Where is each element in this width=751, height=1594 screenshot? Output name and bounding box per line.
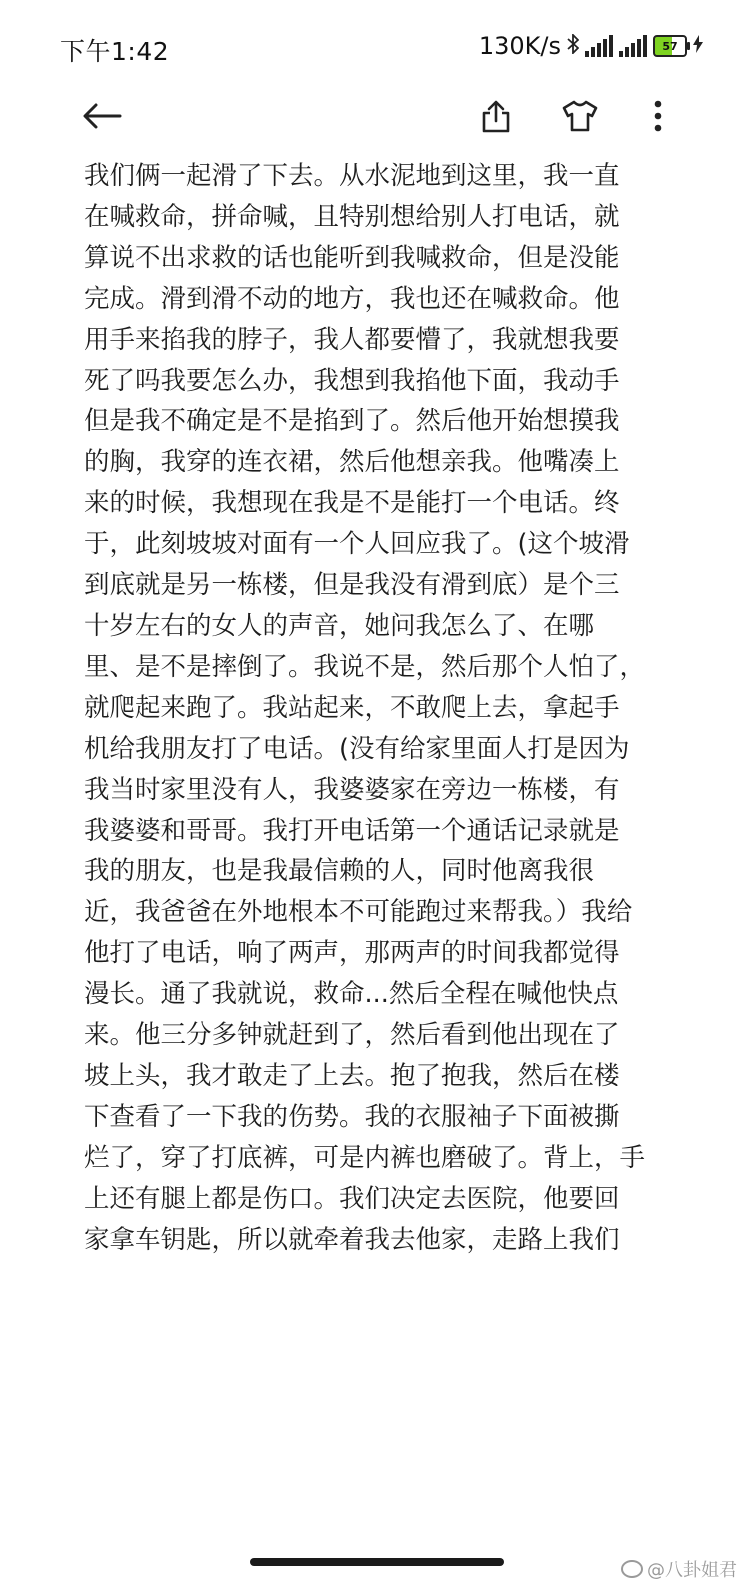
share-button[interactable]	[474, 86, 518, 146]
article-line: 烂了，穿了打底裤，可是内裤也磨破了。背上，手	[84, 1142, 646, 1173]
article-line: 我婆婆和哥哥。我打开电话第一个通话记录就是	[84, 815, 620, 846]
article-body	[84, 156, 674, 1260]
watermark	[621, 1556, 737, 1582]
weibo-icon	[621, 1560, 643, 1578]
charging-icon	[693, 35, 703, 57]
article-line: 下查看了一下我的伤势。我的衣服袖子下面被撕	[84, 1101, 620, 1132]
article-line: 机给我朋友打了电话。(没有给家里面人打是因为	[84, 733, 630, 764]
article-line: 坡上头，我才敢走了上去。抱了抱我，然后在楼	[84, 1060, 620, 1091]
article-line: 家拿车钥匙，所以就牵着我去他家，走路上我们	[84, 1224, 620, 1255]
article-line: 于，此刻坡坡对面有一个人回应我了。(这个坡滑	[84, 529, 630, 560]
article-line: 来。他三分多钟就赶到了，然后看到他出现在了	[84, 1020, 620, 1051]
article-line: 近，我爸爸在外地根本不可能跑过来帮我。）我给	[84, 897, 633, 928]
article-line: 用手来掐我的脖子，我人都要懵了，我就想我要	[84, 324, 620, 355]
article-line: 完成。滑到滑不动的地方，我也还在喊救命。他	[84, 283, 620, 314]
bluetooth-icon	[567, 34, 579, 58]
status-time: 下午1:42	[60, 37, 170, 66]
article-line: 十岁左右的女人的声音，她问我怎么了、在哪	[84, 610, 595, 641]
article-line: 的胸，我穿的连衣裙，然后他想亲我。他嘴凑上	[84, 447, 620, 478]
article-line: 到底就是另一栋楼，但是我没有滑到底）是个三	[84, 570, 620, 601]
article-line: 上还有腿上都是伤口。我们决定去医院，他要回	[84, 1183, 620, 1214]
article-line: 就爬起来跑了。我站起来，不敢爬上去，拿起手	[84, 692, 620, 723]
home-indicator[interactable]	[250, 1558, 504, 1566]
signal-icon	[585, 35, 613, 57]
more-button[interactable]	[640, 86, 676, 146]
article-line: 他打了电话，响了两声，那两声的时间我都觉得	[84, 938, 620, 969]
article-line: 算说不出求救的话也能听到我喊救命，但是没能	[84, 242, 620, 273]
article-line: 但是我不确定是不是掐到了。然后他开始想摸我	[84, 406, 620, 437]
back-button[interactable]	[74, 86, 130, 146]
more-vertical-icon	[654, 100, 662, 132]
status-icons	[479, 30, 703, 62]
article-line: 漫长。通了我就说，救命...然后全程在喊他快点	[84, 979, 619, 1010]
watermark-text: @八卦姐君	[647, 1560, 737, 1581]
toolbar	[0, 86, 751, 146]
article-line: 我的朋友，也是我最信赖的人，同时他离我很	[84, 856, 595, 887]
shirt-icon	[561, 100, 599, 132]
back-arrow-icon	[82, 102, 122, 130]
share-icon	[481, 99, 511, 133]
article-line: 来的时候，我想现在我是不是能打一个电话。终	[84, 488, 620, 519]
article-line: 在喊救命，拼命喊，且特别想给别人打电话，就	[84, 201, 620, 232]
network-speed: 130K/s	[478, 32, 561, 60]
battery-icon	[653, 35, 687, 57]
theme-button[interactable]	[556, 86, 604, 146]
signal-icon-2	[619, 35, 647, 57]
article-line: 我当时家里没有人，我婆婆家在旁边一栋楼，有	[84, 774, 620, 805]
article-line: 我们俩一起滑了下去。从水泥地到这里，我一直	[84, 161, 620, 191]
battery-level: 57	[662, 39, 678, 53]
article-line: 死了吗我要怎么办，我想到我掐他下面，我动手	[84, 365, 620, 396]
status-bar	[0, 0, 751, 96]
article-line: 里、是不是摔倒了。我说不是，然后那个人怕了，	[84, 651, 646, 682]
